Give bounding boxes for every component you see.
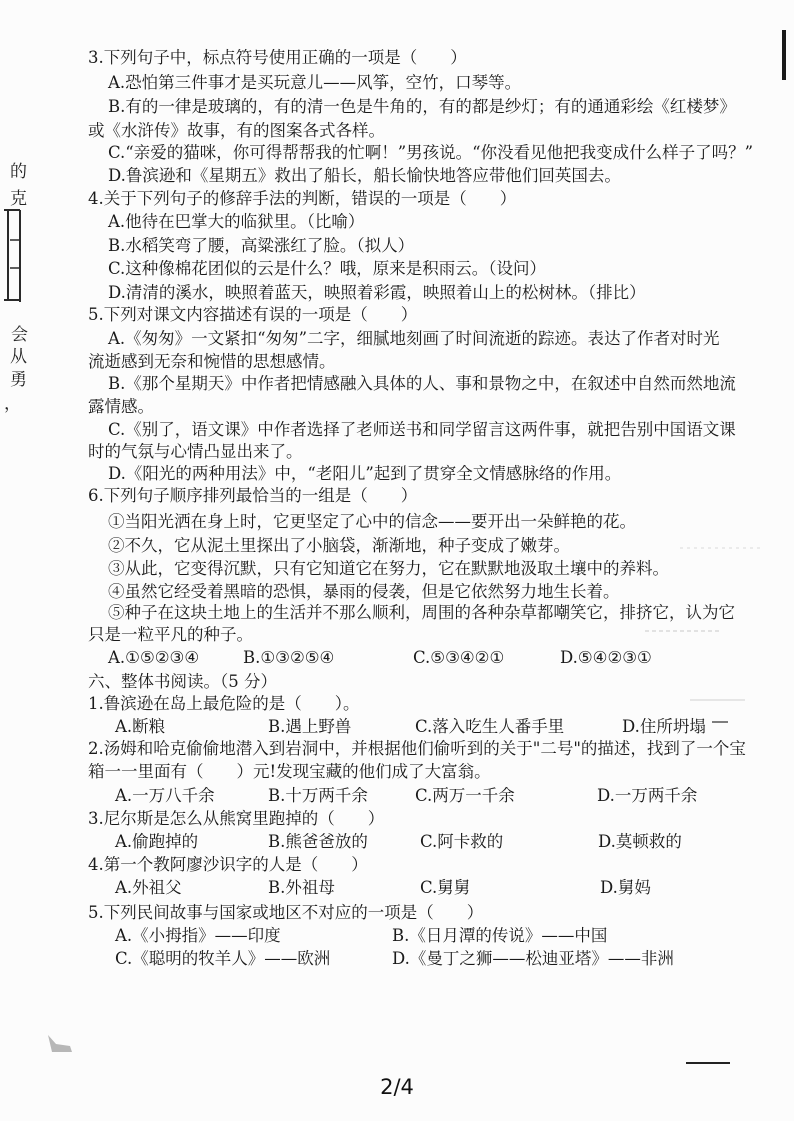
wb-q2-option-b: B.十万两千余	[268, 785, 368, 805]
q3-option-a: A.恐怕第三件事才是买玩意儿——风筝，空竹，口琴等。	[108, 72, 522, 92]
wb-q5-option-b: B.《日月潭的传说》——中国	[392, 925, 608, 945]
wb-q4-option-b: B.外祖母	[268, 877, 335, 897]
q5-option-b-line1: B.《那个星期天》中作者把情感融入具体的人、事和景物之中，在叙述中自然而然地流	[108, 373, 736, 393]
wb-q3-option-a: A.偷跑掉的	[115, 831, 199, 851]
q4-option-a: A.他待在巴掌大的临狱里。（比喻）	[108, 211, 365, 231]
q3-option-d: D.鲁滨逊和《星期五》救出了船长，船长愉快地答应带他们回英国去。	[108, 165, 621, 185]
wb-q2-stem-line1: 2.汤姆和哈克偷偷地潜入到岩洞中，并根据他们偷听到的关于"二号"的描述，找到了一个宝	[88, 738, 746, 758]
q4-option-d: D.清清的溪水，映照着蓝天，映照着彩霞，映照着山上的松树林。（排比）	[108, 282, 646, 302]
q6-sentence-4: ④虽然它经受着黑暗的恐惧，暴雨的侵袭，但是它依然努力地生长着。	[108, 581, 620, 601]
wb-q1-option-a: A.断粮	[115, 716, 166, 736]
wb-q5-option-d: D.《曼丁之狮——松迪亚塔》——非洲	[392, 948, 674, 968]
wb-q2-option-c: C.两万一千余	[415, 785, 515, 805]
wb-q3-option-d: D.莫顿救的	[598, 831, 682, 851]
page-number: 2/4	[380, 1075, 414, 1099]
wb-q1-option-c: C.落入吃生人番手里	[415, 716, 565, 736]
binding-bracket	[4, 210, 20, 302]
q3-option-b-line2: 或《水浒传》故事，有的图案各式各样。	[88, 120, 385, 140]
wb-q2-stem-line2: 箱一一里面有（ ）元!发现宝藏的他们成了大富翁。	[88, 761, 491, 781]
q5-option-b-line2: 露情感。	[88, 396, 154, 416]
edge-line-top-right	[782, 30, 786, 80]
q4-stem: 4.关于下列句子的修辞手法的判断，错误的一项是（ ）	[88, 188, 517, 208]
q6-stem: 6.下列句子顺序排列最恰当的一组是（ ）	[88, 485, 418, 505]
q6-option-c: C.⑤③④②①	[413, 647, 505, 667]
wb-q3-stem: 3.尼尔斯是怎么从熊窝里跑掉的（ ）	[88, 808, 385, 828]
scan-mark	[48, 1035, 72, 1052]
q6-sentence-5-line1: ⑤种子在这块土地上的生活并不那么顺利，周围的各种杂草都嘲笑它，排挤它，认为它	[108, 602, 735, 622]
wb-q3-option-b: B.熊爸爸放的	[268, 831, 368, 851]
q6-sentence-2: ②不久，它从泥土里探出了小脑袋，渐渐地，种子变成了嫩芽。	[108, 535, 570, 555]
q5-option-d: D.《阳光的两种用法》中，“老阳儿”起到了贯穿全文情感脉络的作用。	[108, 463, 622, 483]
q3-option-b-line1: B.有的一律是玻璃的，有的清一色是牛角的，有的都是纱灯；有的通通彩绘《红楼梦》	[108, 96, 736, 116]
q3-option-c: C.“亲爱的猫咪，你可得帮帮我的忙啊！”男孩说。“你没看见他把我变成什么样子了吗？”	[108, 142, 754, 162]
wb-q5-option-a: A.《小拇指》——印度	[115, 925, 281, 945]
q5-stem: 5.下列对课文内容描述有误的一项是（ ）	[88, 304, 418, 324]
margin-fragment: 勇	[10, 370, 27, 390]
q5-option-a-line1: A.《匆匆》一文紧扣“匆匆”二字，细腻地刻画了时间流逝的踪迹。表达了作者对时光	[108, 328, 720, 348]
margin-fragment: ，	[4, 394, 21, 414]
q4-option-b: B.水稻笑弯了腰，高粱涨红了脸。（拟人）	[108, 235, 415, 255]
q5-option-c-line2: 时的气氛与心情凸显出来了。	[88, 441, 303, 461]
margin-fragment: 的	[10, 162, 27, 182]
wb-q4-option-c: C.舅舅	[420, 877, 471, 897]
section-heading: 六、整体书阅读。（5 分）	[88, 671, 277, 691]
q6-sentence-3: ③从此，它变得沉默，只有它知道它在努力，它在默默地汲取土壤中的养料。	[108, 558, 669, 578]
q6-option-a: A.①⑤②③④	[108, 647, 200, 667]
wb-q1-option-b: B.遇上野兽	[268, 716, 352, 736]
wb-q5-stem: 5.下列民间故事与国家或地区不对应的一项是（ ）	[88, 902, 484, 922]
margin-fragment: 从	[10, 347, 27, 367]
margin-fragment: 克	[10, 189, 27, 209]
q6-option-b: B.①③②⑤④	[243, 647, 335, 667]
q3-stem: 3.下列句子中，标点符号使用正确的一项是（ ）	[88, 47, 467, 67]
wb-q4-option-a: A.外祖父	[115, 877, 182, 897]
margin-fragment: 会	[11, 325, 28, 345]
wb-q1-option-d: D.住所坍塌	[622, 716, 706, 736]
q5-option-c-line1: C.《别了，语文课》中作者选择了老师送书和同学留言这两件事，就把告别中国语文课	[108, 419, 736, 439]
wb-q2-option-a: A.一万八千余	[115, 785, 215, 805]
wb-q5-option-c: C.《聪明的牧羊人》——欧洲	[115, 948, 331, 968]
q6-sentence-1: ①当阳光洒在身上时，它更坚定了心中的信念——要开出一朵鲜艳的花。	[108, 511, 636, 531]
q6-sentence-5-line2: 只是一粒平凡的种子。	[88, 624, 253, 644]
q4-option-c: C.这种像棉花团似的云是什么？哦，原来是积雨云。（设问）	[108, 258, 547, 278]
wb-q1-stem: 1.鲁滨逊在岛上最危险的是（ ）。	[88, 693, 360, 713]
wb-q3-option-c: C.阿卡救的	[420, 831, 504, 851]
wb-q4-option-d: D.舅妈	[600, 877, 651, 897]
edge-line-bottom-right	[686, 1062, 730, 1064]
q6-option-d: D.⑤④②③①	[560, 647, 652, 667]
wb-q4-stem: 4.第一个教阿廖沙识字的人是（ ）	[88, 854, 368, 874]
q5-option-a-line2: 流逝感到无奈和惋惜的思想感情。	[88, 351, 336, 371]
wb-q2-option-d: D.一万两千余	[597, 785, 698, 805]
